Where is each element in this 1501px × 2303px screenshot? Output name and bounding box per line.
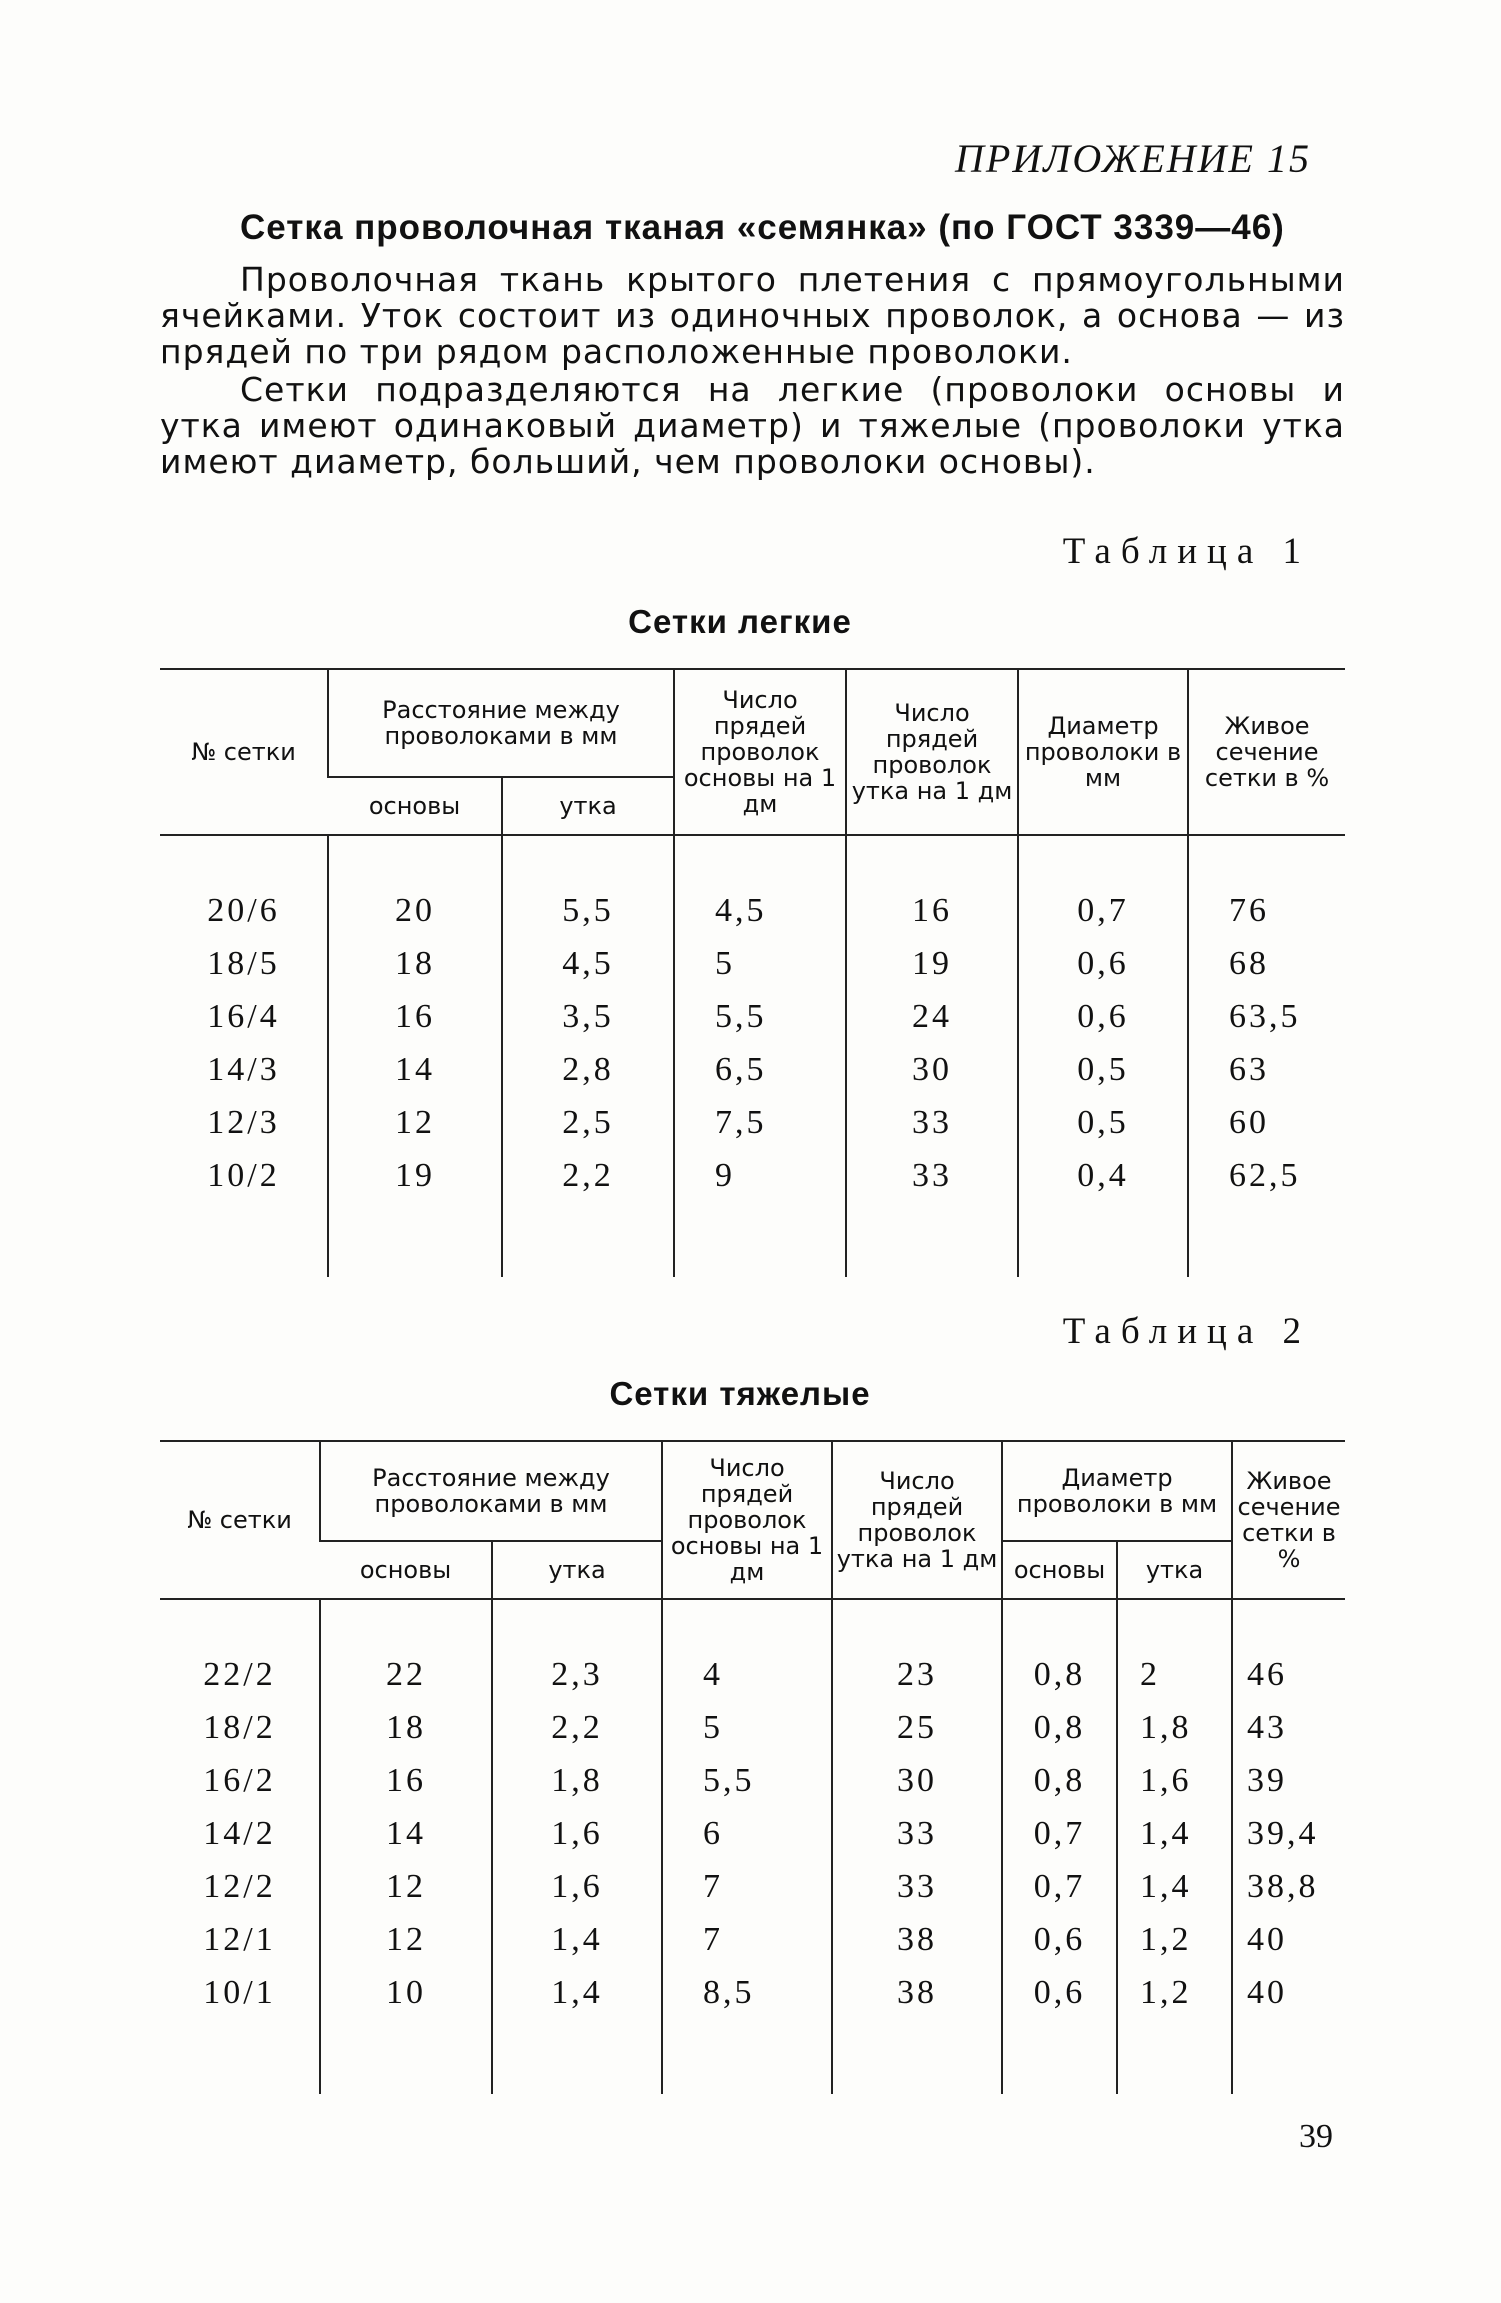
- cell-open-area: 60: [1188, 1096, 1345, 1149]
- cell-mesh-no: 12/3: [207, 1103, 280, 1141]
- cell-warp-strands: 9: [674, 1149, 846, 1202]
- cell-warp-strands: 7: [662, 1913, 832, 1966]
- cell-warp-distance: 12: [328, 1096, 502, 1149]
- cell-dia-warp: 0,7: [1002, 1860, 1117, 1913]
- table-row: [160, 1648, 1345, 1701]
- cell-mesh-no: 20/6: [207, 891, 280, 929]
- cell-warp-strands: 7: [662, 1860, 832, 1913]
- table1-title: Сетки легкие: [628, 603, 852, 640]
- cell-warp-distance: 10: [320, 1966, 492, 2019]
- cell-warp-distance: 12: [320, 1913, 492, 1966]
- cell-open-area: 39: [1232, 1754, 1345, 1807]
- header-dia-warp: основы: [1002, 1541, 1117, 1599]
- cell-warp-distance: 16: [328, 990, 502, 1043]
- cell-weft-distance: 4,5: [502, 937, 674, 990]
- cell-weft-wires: 19: [846, 937, 1018, 990]
- cell-weft-wires: 16: [846, 884, 1018, 937]
- cell-weft-wires: 23: [832, 1648, 1002, 1701]
- cell-dia-warp: 0,6: [1002, 1966, 1117, 2019]
- cell-mesh-no: 18/5: [207, 944, 280, 982]
- cell-weft-wires: 38: [832, 1966, 1002, 2019]
- cell-warp-strands: 5: [662, 1701, 832, 1754]
- cell-dia-weft: 1,4: [1117, 1807, 1232, 1860]
- cell-mesh-no: 18/2: [203, 1708, 276, 1746]
- table-row: [160, 1913, 1345, 1966]
- header-warp: основы: [328, 777, 502, 835]
- header-distance: Расстояние между проволоками в мм: [320, 1441, 662, 1541]
- table1-label: Таблица 1: [1062, 531, 1311, 572]
- cell-open-area: 40: [1232, 1913, 1345, 1966]
- cell-open-area: 38,8: [1232, 1860, 1345, 1913]
- header-weft-wires: Число прядей проволок утка на 1 дм: [846, 669, 1018, 835]
- cell-diameter: 0,6: [1018, 990, 1188, 1043]
- cell-warp-distance: 22: [320, 1648, 492, 1701]
- cell-open-area: 63: [1188, 1043, 1345, 1096]
- cell-mesh-no: 12/2: [203, 1867, 276, 1905]
- cell-dia-warp: 0,7: [1002, 1807, 1117, 1860]
- cell-mesh-no: 12/1: [203, 1920, 276, 1958]
- table-row: [160, 1096, 1345, 1149]
- cell-diameter: 0,4: [1018, 1149, 1188, 1202]
- cell-weft-distance: 1,4: [492, 1913, 662, 1966]
- table-spacer: [160, 1202, 1345, 1277]
- cell-weft-wires: 24: [846, 990, 1018, 1043]
- header-dia-weft: утка: [1117, 1541, 1232, 1599]
- cell-weft-distance: 2,3: [492, 1648, 662, 1701]
- cell-open-area: 40: [1232, 1966, 1345, 2019]
- cell-warp-distance: 14: [320, 1807, 492, 1860]
- cell-warp-distance: 12: [320, 1860, 492, 1913]
- cell-weft-wires: 30: [846, 1043, 1018, 1096]
- table-row: [160, 1149, 1345, 1202]
- paragraph-1: Проволочная ткань крытого плетения с прямоугольными ячейками. Уток состоит из одиночных проволок, а основа — из прядей по три рядом расположенные проволоки.: [160, 260, 1345, 371]
- cell-dia-weft: 1,8: [1117, 1701, 1232, 1754]
- table-spacer: [160, 835, 1345, 884]
- cell-dia-warp: 0,8: [1002, 1648, 1117, 1701]
- cell-weft-distance: 2,2: [492, 1701, 662, 1754]
- header-distance: Расстояние между проволоками в мм: [328, 669, 674, 777]
- cell-weft-wires: 30: [832, 1754, 1002, 1807]
- cell-warp-distance: 16: [320, 1754, 492, 1807]
- cell-dia-weft: 1,2: [1117, 1966, 1232, 2019]
- cell-mesh-no: 14/3: [207, 1050, 280, 1088]
- cell-open-area: 76: [1188, 884, 1345, 937]
- cell-weft-wires: 25: [832, 1701, 1002, 1754]
- cell-warp-strands: 6: [662, 1807, 832, 1860]
- cell-diameter: 0,6: [1018, 937, 1188, 990]
- table1-header-row: [160, 669, 1345, 777]
- cell-open-area: 63,5: [1188, 990, 1345, 1043]
- document-title: Сетка проволочная тканая «семянка» (по ГОСТ 3339—46): [240, 208, 1285, 247]
- header-diameter: Диаметр проволоки в мм: [1002, 1441, 1232, 1541]
- paragraph-2: Сетки подразделяются на легкие (проволоки основы и утка имеют одинаковый диаметр) и тяжелые (проволоки утка имеют диаметр, больший, чем проволоки основы).: [160, 370, 1345, 481]
- table-spacer: [160, 2019, 1345, 2094]
- cell-weft-distance: 3,5: [502, 990, 674, 1043]
- cell-weft-wires: 33: [832, 1860, 1002, 1913]
- cell-weft-distance: 2,5: [502, 1096, 674, 1149]
- cell-open-area: 39,4: [1232, 1807, 1345, 1860]
- cell-open-area: 62,5: [1188, 1149, 1345, 1202]
- cell-warp-strands: 5,5: [662, 1754, 832, 1807]
- cell-mesh-no: 14/2: [203, 1814, 276, 1852]
- cell-weft-wires: 33: [846, 1096, 1018, 1149]
- cell-warp-distance: 18: [320, 1701, 492, 1754]
- table-spacer: [160, 1599, 1345, 1648]
- cell-dia-warp: 0,8: [1002, 1754, 1117, 1807]
- cell-dia-warp: 0,6: [1002, 1913, 1117, 1966]
- header-weft: утка: [492, 1541, 662, 1599]
- table2-title: Сетки тяжелые: [609, 1375, 871, 1412]
- cell-weft-distance: 5,5: [502, 884, 674, 937]
- cell-warp-strands: 7,5: [674, 1096, 846, 1149]
- cell-dia-weft: 2: [1117, 1648, 1232, 1701]
- header-diameter: Диаметр проволоки в мм: [1018, 669, 1188, 835]
- table-row: [160, 1966, 1345, 2019]
- cell-weft-wires: 38: [832, 1913, 1002, 1966]
- cell-mesh-no: 22/2: [203, 1655, 276, 1693]
- cell-mesh-no: 10/1: [203, 1973, 276, 2011]
- header-mesh-no: № сетки: [160, 669, 328, 835]
- table2-heavy-meshes: [160, 1440, 1345, 2094]
- page-number: 39: [1299, 2118, 1333, 2155]
- cell-warp-distance: 14: [328, 1043, 502, 1096]
- table-row: [160, 884, 1345, 937]
- table-row: [160, 1701, 1345, 1754]
- table-row: [160, 1043, 1345, 1096]
- cell-mesh-no: 10/2: [207, 1156, 280, 1194]
- cell-warp-strands: 5,5: [674, 990, 846, 1043]
- table2-header-row: [160, 1441, 1345, 1541]
- cell-dia-warp: 0,8: [1002, 1701, 1117, 1754]
- cell-warp-strands: 6,5: [674, 1043, 846, 1096]
- header-warp: основы: [320, 1541, 492, 1599]
- cell-warp-distance: 18: [328, 937, 502, 990]
- table2-label: Таблица 2: [1062, 1311, 1311, 1352]
- header-weft-wires: Число прядей проволок утка на 1 дм: [832, 1441, 1002, 1599]
- cell-weft-distance: 2,2: [502, 1149, 674, 1202]
- table1-light-meshes: [160, 668, 1345, 1277]
- cell-open-area: 46: [1232, 1648, 1345, 1701]
- cell-warp-distance: 20: [328, 884, 502, 937]
- table-row: [160, 937, 1345, 990]
- table-row: [160, 1754, 1345, 1807]
- cell-open-area: 68: [1188, 937, 1345, 990]
- cell-diameter: 0,5: [1018, 1043, 1188, 1096]
- cell-weft-distance: 1,4: [492, 1966, 662, 2019]
- header-mesh-no: № сетки: [160, 1441, 320, 1599]
- cell-dia-weft: 1,4: [1117, 1860, 1232, 1913]
- cell-weft-distance: 1,8: [492, 1754, 662, 1807]
- header-warp-strands: Число прядей проволок основы на 1 дм: [662, 1441, 832, 1599]
- header-open-area: Живое сечение сетки в %: [1232, 1441, 1345, 1599]
- appendix-label: ПРИЛОЖЕНИЕ 15: [955, 136, 1311, 181]
- header-weft: утка: [502, 777, 674, 835]
- cell-weft-distance: 1,6: [492, 1807, 662, 1860]
- cell-weft-wires: 33: [832, 1807, 1002, 1860]
- cell-weft-distance: 2,8: [502, 1043, 674, 1096]
- header-warp-strands: Число прядей проволок основы на 1 дм: [674, 669, 846, 835]
- cell-dia-weft: 1,6: [1117, 1754, 1232, 1807]
- cell-dia-weft: 1,2: [1117, 1913, 1232, 1966]
- cell-warp-strands: 4,5: [674, 884, 846, 937]
- header-open-area: Живое сечение сетки в %: [1188, 669, 1345, 835]
- cell-warp-strands: 5: [674, 937, 846, 990]
- table-row: [160, 990, 1345, 1043]
- table-row: [160, 1807, 1345, 1860]
- cell-weft-wires: 33: [846, 1149, 1018, 1202]
- table-row: [160, 1860, 1345, 1913]
- cell-weft-distance: 1,6: [492, 1860, 662, 1913]
- cell-diameter: 0,5: [1018, 1096, 1188, 1149]
- cell-diameter: 0,7: [1018, 884, 1188, 937]
- cell-warp-distance: 19: [328, 1149, 502, 1202]
- cell-warp-strands: 4: [662, 1648, 832, 1701]
- cell-open-area: 43: [1232, 1701, 1345, 1754]
- cell-mesh-no: 16/4: [207, 997, 280, 1035]
- cell-warp-strands: 8,5: [662, 1966, 832, 2019]
- cell-mesh-no: 16/2: [203, 1761, 276, 1799]
